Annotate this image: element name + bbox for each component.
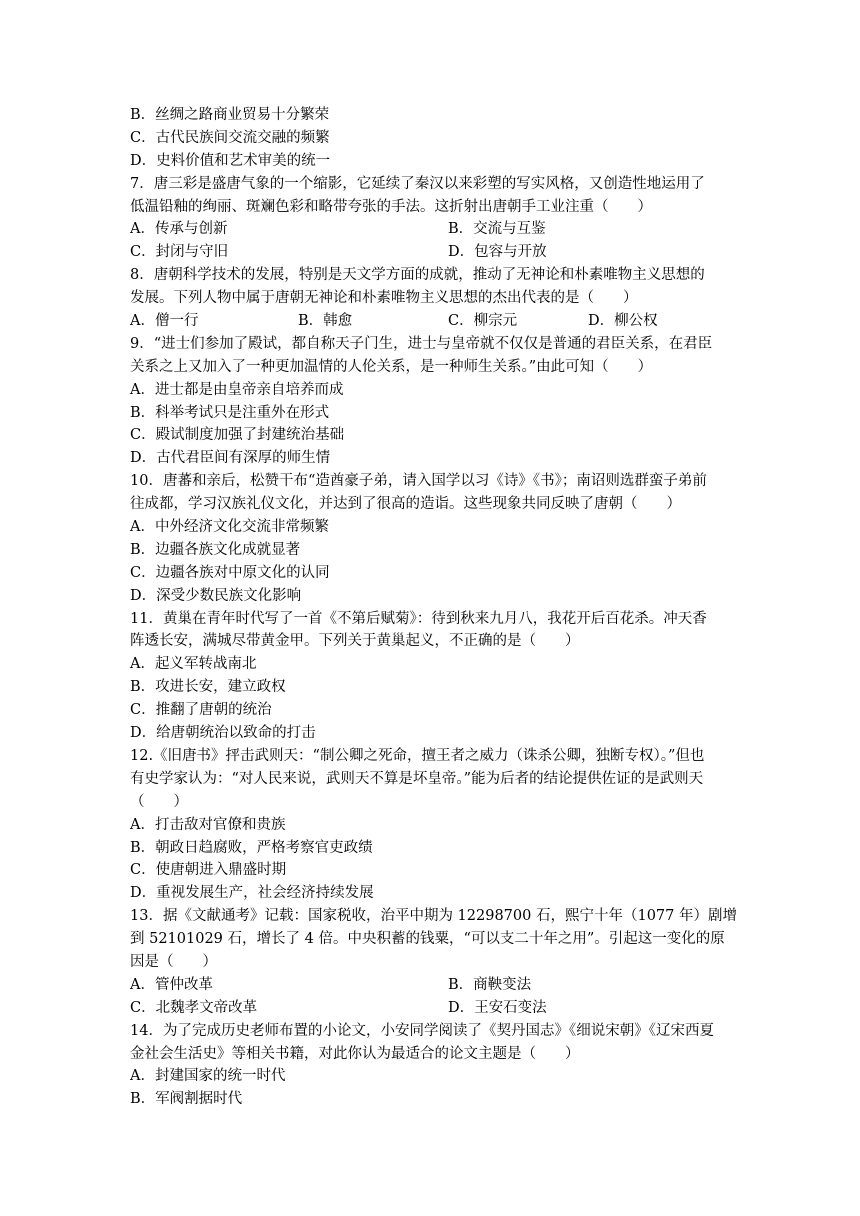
option-c: C．北魏孝文帝改革 — [130, 999, 258, 1016]
question-9 — [130, 333, 730, 470]
question-text: 到 52101029 石，增长了 4 倍。中央积蓄的钱粟，“可以支二十年之用”。引起这一变化的原 — [130, 931, 725, 948]
option-d: D．重视发展生产，社会经济持续发展 — [130, 885, 374, 902]
option-row — [130, 310, 730, 333]
option-a: A．传承与创新 — [130, 221, 228, 238]
question-14 — [130, 1020, 730, 1112]
option-row — [130, 241, 730, 264]
option-b: B．商鞅变法 — [448, 976, 532, 993]
option-d: D．柳公权 — [588, 313, 658, 330]
question-text: 低温铅釉的绚丽、斑斓色彩和略带夸张的手法。这折射出唐朝手工业注重（ ） — [130, 198, 652, 215]
option-a: A．起义军转战南北 — [130, 656, 257, 673]
option-row — [130, 997, 730, 1020]
option-d: D．史料价值和艺术审美的统一 — [130, 152, 331, 169]
question-13 — [130, 905, 737, 1019]
option-d: D．给唐朝统治以致命的打击 — [130, 725, 316, 742]
question-text: 8．唐朝科学技术的发展，特别是天文学方面的成就，推动了无神论和朴素唯物主义思想的 — [130, 267, 705, 284]
option-c: C．边疆各族对中原文化的认同 — [130, 564, 330, 581]
question-7 — [130, 173, 730, 265]
option-a: A．管仲改革 — [130, 976, 213, 993]
option-row — [130, 974, 730, 997]
option-a: A．僧一行 — [130, 313, 199, 330]
option-b: B．交流与互鉴 — [448, 221, 546, 238]
option-c: C．古代民族间交流交融的频繁 — [130, 129, 330, 146]
question-text: （ ） — [130, 793, 188, 810]
option-d: D．包容与开放 — [448, 244, 547, 261]
option-b: B．丝绸之路商业贸易十分繁荣 — [130, 107, 330, 123]
option-b: B．韩愈 — [298, 313, 353, 330]
option-d: D．深受少数民族文化影响 — [130, 587, 302, 604]
option-d: D．王安石变法 — [448, 999, 547, 1016]
question-8 — [130, 264, 730, 333]
question-text: 11．黄巢在青年时代写了一首《不第后赋菊》：待到秋来九月八，我花开后百花杀。冲天香 — [130, 610, 707, 627]
question-text: 13．据《文献通考》记载：国家税收，治平中期为 12298700 石，熙宁十年（1077 年）剧增 — [130, 908, 737, 925]
option-c: C．使唐朝进入鼎盛时期 — [130, 862, 287, 879]
question-text: 9．“进士们参加了殿试，都自称天子门生，进士与皇帝就不仅仅是普通的君臣关系，在君臣 — [130, 335, 713, 352]
option-b: B．朝政日趋腐败，严格考察官吏政绩 — [130, 839, 373, 856]
option-b: B．攻进长安，建立政权 — [130, 679, 286, 696]
option-c: C．推翻了唐朝的统治 — [130, 702, 272, 719]
option-a: A．打击敌对官僚和贵族 — [130, 816, 286, 833]
option-b: B．科举考试只是注重外在形式 — [130, 404, 330, 421]
question-11 — [130, 608, 730, 745]
option-a: A．中外经济文化交流非常频繁 — [130, 519, 329, 536]
question-text: 阵透长安，满城尽带黄金甲。下列关于黄巢起义，不正确的是（ ） — [130, 633, 580, 650]
question-text: 发展。下列人物中属于唐朝无神论和朴素唯物主义思想的杰出代表的是（ ） — [130, 290, 638, 307]
question-text: 因是（ ） — [130, 953, 217, 970]
option-c: C．殿试制度加强了封建统治基础 — [130, 427, 345, 444]
option-a: A．封建国家的统一时代 — [130, 1068, 286, 1085]
question-text: 7．唐三彩是盛唐气象的一个缩影，它延续了秦汉以来彩塑的写实风格，又创造性地运用了 — [130, 175, 705, 192]
option-c: C．柳宗元 — [448, 313, 518, 330]
question-text: 10．唐蕃和亲后，松赞干布“造酋豪子弟，请入国学以习《诗》《书》；南诏则选群蛮子弟前 — [130, 473, 707, 490]
option-c: C．封闭与守旧 — [130, 244, 229, 261]
option-b: B．军阀割据时代 — [130, 1091, 243, 1108]
option-b: B．边疆各族文化成就显著 — [130, 541, 301, 558]
question-12 — [130, 745, 730, 905]
option-d: D．古代君臣间有深厚的师生情 — [130, 450, 331, 467]
option-a: A．进士都是由皇帝亲自培养而成 — [130, 381, 344, 398]
question-text: 12.《旧唐书》抨击武则天：“制公卿之死命，擅王者之威力（诛杀公卿，独断专权）。”但也 — [130, 747, 705, 764]
option-row — [130, 218, 730, 241]
question-text: 关系之上又加入了一种更加温情的人伦关系，是一种师生关系。”由此可知（ ） — [130, 358, 653, 375]
question-text: 14．为了完成历史老师布置的小论文，小安同学阅读了《契丹国志》《细说宋朝》《辽宋西夏 — [130, 1022, 714, 1039]
question-list — [130, 104, 737, 1111]
question-text: 金社会生活史》等相关书籍，对此你认为最适合的论文主题是（ ） — [130, 1045, 580, 1062]
question-text: 有史学家认为：“对人民来说，武则天不算是坏皇帝。”能为后者的结论提供佐证的是武则天 — [130, 770, 704, 787]
question-text: 往成都，学习汉族礼仪文化，并达到了很高的造诣。这些现象共同反映了唐朝（ ） — [130, 496, 681, 513]
question-10 — [130, 470, 730, 607]
